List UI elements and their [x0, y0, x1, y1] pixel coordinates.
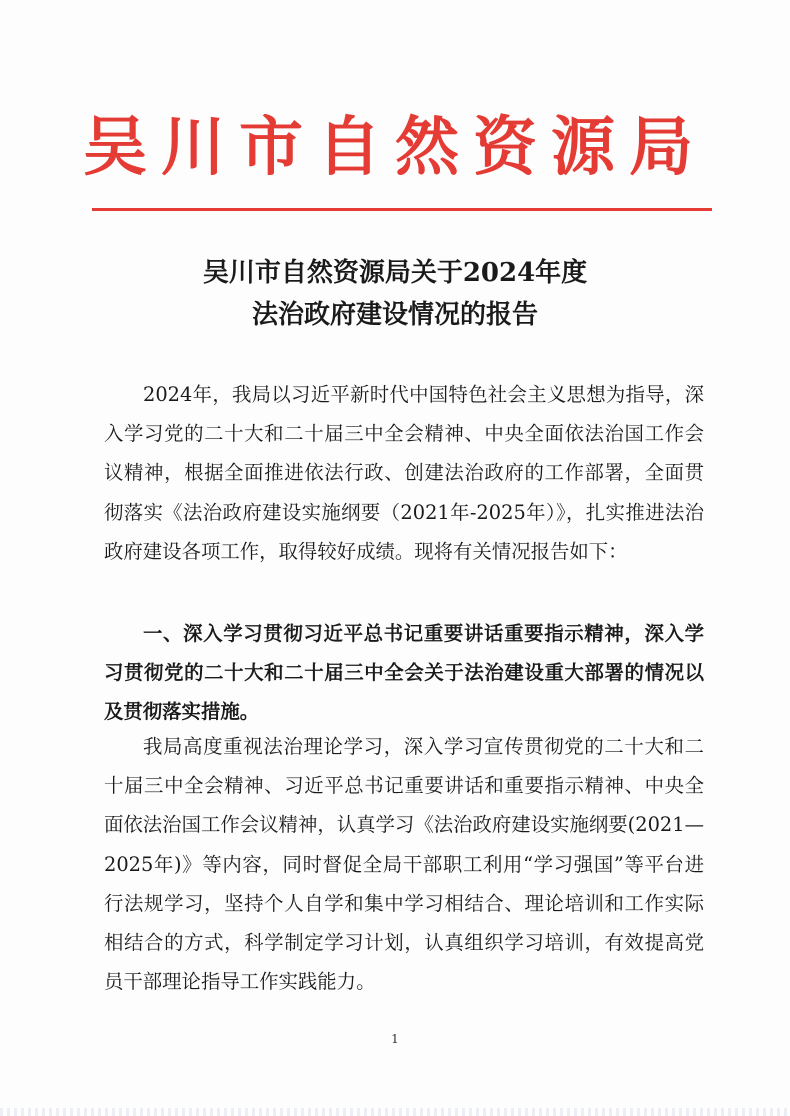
section-1-paragraph: 我局高度重视法治理论学习，深入学习宣传贯彻党的二十大和二十届三中全会精神、习近平总书记重要讲话和重要指示精神、中央全面依法治国工作会议精神，认真学习《法治政府建设实施纲要(2021—2025年)》等内容，同时督促全局干部职工利用“学习强国”等平台进行法规学习，坚持个人自学和集中学习相结合、理论培训和工作实际相结合的方式，科学制定学习计划，认真组织学习培训，有效提高党员干部理论指导工作实践能力。	[104, 735, 704, 994]
letterhead-red-rule	[92, 208, 712, 211]
letterhead-organization: 吴川市自然资源局	[83, 110, 707, 185]
document-title-line2: 法治政府建设情况的报告	[251, 300, 538, 330]
section-heading-1: 一、深入学习贯彻习近平总书记重要讲话重要指示精神，深入学习贯彻党的二十大和二十届三中全会关于法治建设重大部署的情况以及贯彻落实措施。	[104, 622, 704, 724]
page-number: 1	[391, 1032, 399, 1046]
scan-edge-artifact	[0, 1108, 790, 1116]
document-title-line1: 吴川市自然资源局关于2024年度	[202, 258, 588, 288]
intro-paragraph: 2024年，我局以习近平新时代中国特色社会主义思想为指导，深入学习党的二十大和二十届三中全会精神、中央全面依法治国工作会议精神，根据全面推进依法行政、创建法治政府的工作部署，全面贯彻落实《法治政府建设实施纲要（2021年-2025年）》，扎实推进法治政府建设各项工作，取得较好成绩。现将有关情况报告如下：	[104, 383, 704, 563]
